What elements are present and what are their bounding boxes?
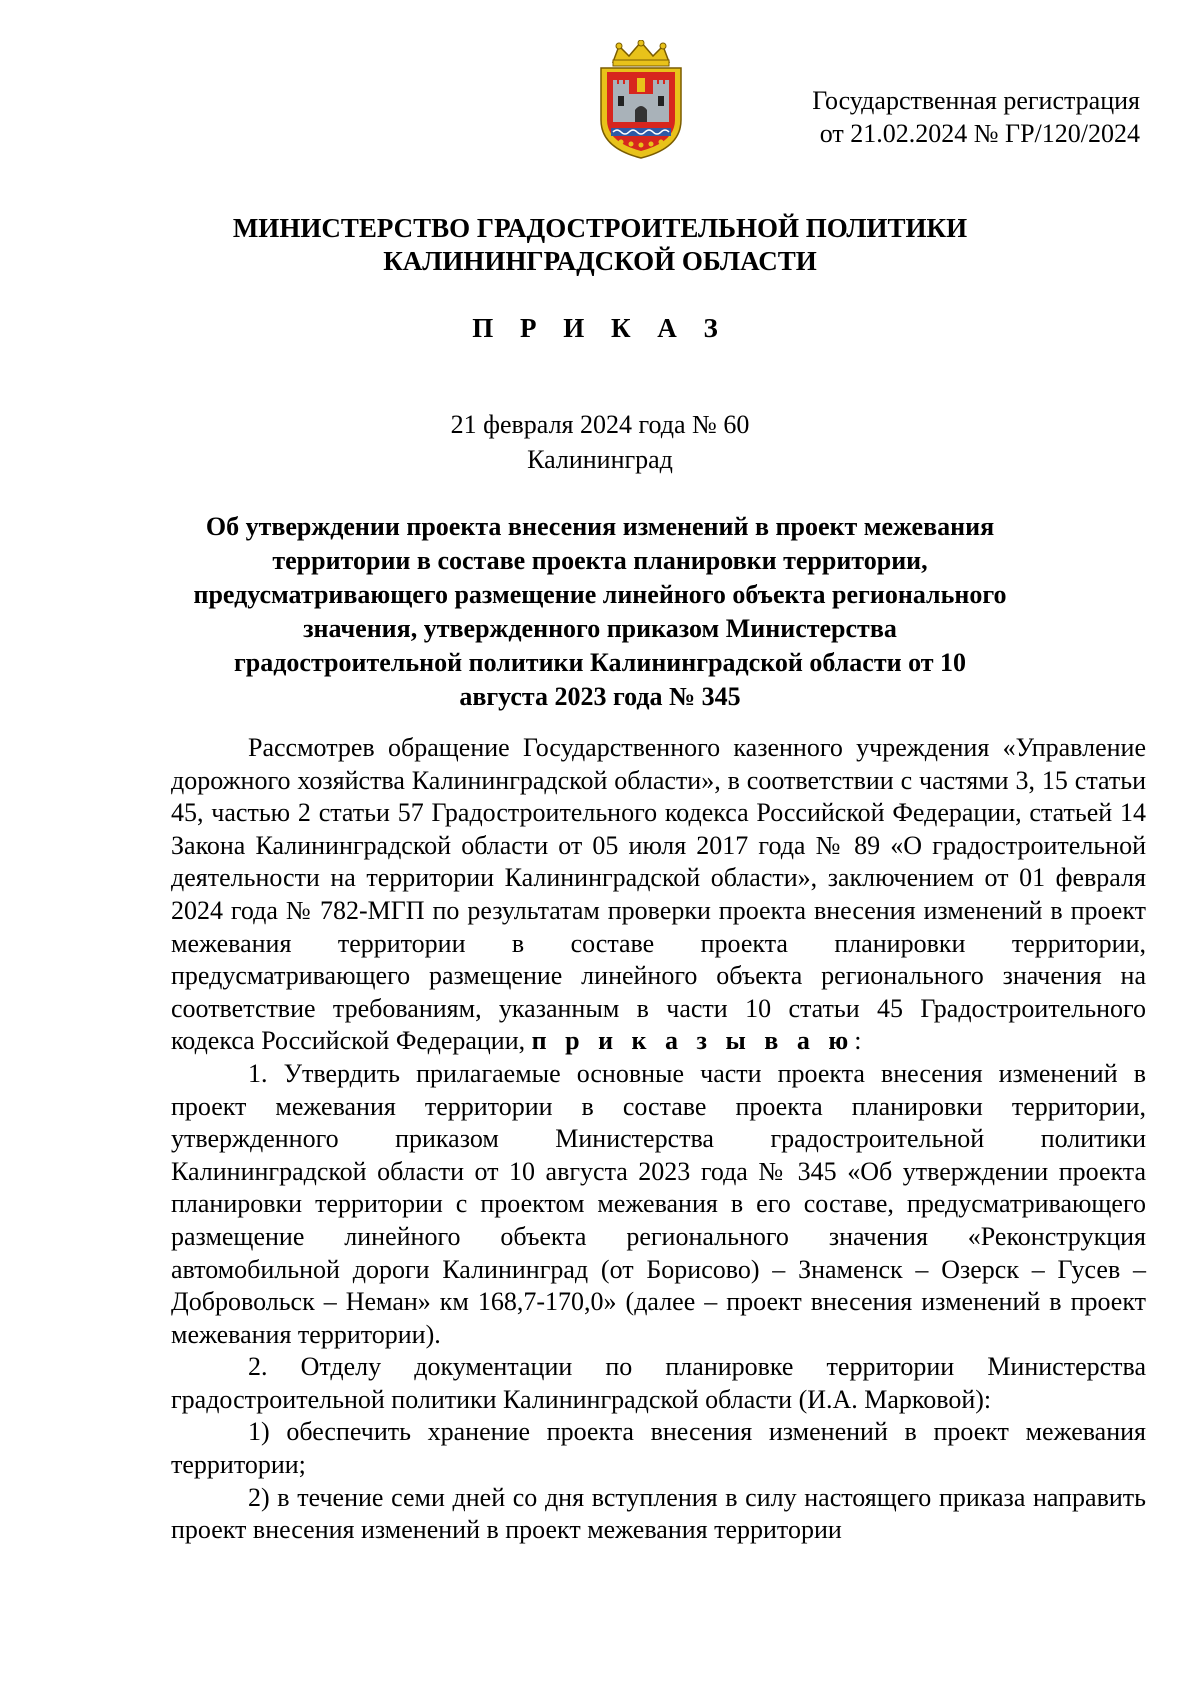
registration-label: Государственная регистрация xyxy=(812,86,1140,115)
registration-number: от 21.02.2024 № ГР/120/2024 xyxy=(819,119,1140,148)
order-date-block xyxy=(0,407,1200,477)
document-type-title: П Р И К А З xyxy=(472,313,728,343)
registration-stamp xyxy=(760,84,1140,150)
order-subject-heading: Об утверждении проекта внесения изменений в проект межевания территории в составе проекта планировки территории, предусматривающего размещение линейного объекта регионального значения, утвержденного приказом Министерства градостроительной политики Калининградской области от 10 августа 2023 года № 345 xyxy=(193,512,1007,711)
order-city: Калининград xyxy=(527,445,673,474)
ministry-name-line1: МИНИСТЕРСТВО ГРАДОСТРОИТЕЛЬНОЙ ПОЛИТИКИ xyxy=(232,213,968,243)
order-body xyxy=(171,732,1146,1547)
item-1-paragraph: 1. Утвердить прилагаемые основные части проекта внесения изменений в проект межевания территории в составе проекта планировки территории, утвержденного приказом Министерства градостроительной политики Калининградской области от 10 августа 2023 года № 345 «Об утверждении проекта планировки территории с проектом межевания в его составе, предусматривающего размещение линейного объекта регионального значения «Реконструкция автомобильной дороги Калининград (от Борисово) – Знаменск – Озерск – Гусев – Добровольск – Неман» км 168,7-170,0» (далее – проект внесения изменений в проект межевания территории). xyxy=(171,1058,1146,1349)
ministry-name xyxy=(0,212,1200,278)
item-2-paragraph: 2. Отделу документации по планировке территории Министерства градостроительной политики Калининградской области (И.А. Марковой): xyxy=(171,1352,1146,1414)
preamble-text: Рассмотрев обращение Государственного казенного учреждения «Управление дорожного хозяйства Калининградской области», в соответствии с частями 3, 15 статьи 45, частью 2 статьи 57 Градостроительного кодекса Российской Федерации, статьей 14 Закона Калининградской области от 05 июля 2017 года № 89 «О градостроительной деятельности на территории Калининградской области», заключением от 01 февраля 2024 года № 782-МГП по результатам проверки проекта внесения изменений в проект межевания территории в составе проекта планировки территории, предусматривающего размещение линейного объекта регионального значения на соответствие требованиям, указанным в части 10 статьи 45 Градостроительного кодекса Российской Федерации, xyxy=(171,733,1146,1056)
item-2-1-paragraph: 1) обеспечить хранение проекта внесения изменений в проект межевания территории; xyxy=(171,1417,1146,1480)
order-date-number: 21 февраля 2024 года № 60 xyxy=(450,410,750,439)
preamble-paragraph xyxy=(171,732,1146,1058)
ministry-name-line2: КАЛИНИНГРАДСКОЙ ОБЛАСТИ xyxy=(383,246,817,276)
coat-of-arms-emblem xyxy=(591,40,691,162)
item-2-2-paragraph: 2) в течение семи дней со дня вступления в силу настоящего приказа направить проект внесения изменений в проект межевания территории xyxy=(171,1482,1146,1545)
order-directive-word: п р и к а з ы в а ю xyxy=(531,1026,855,1056)
directive-colon: : xyxy=(854,1026,862,1056)
